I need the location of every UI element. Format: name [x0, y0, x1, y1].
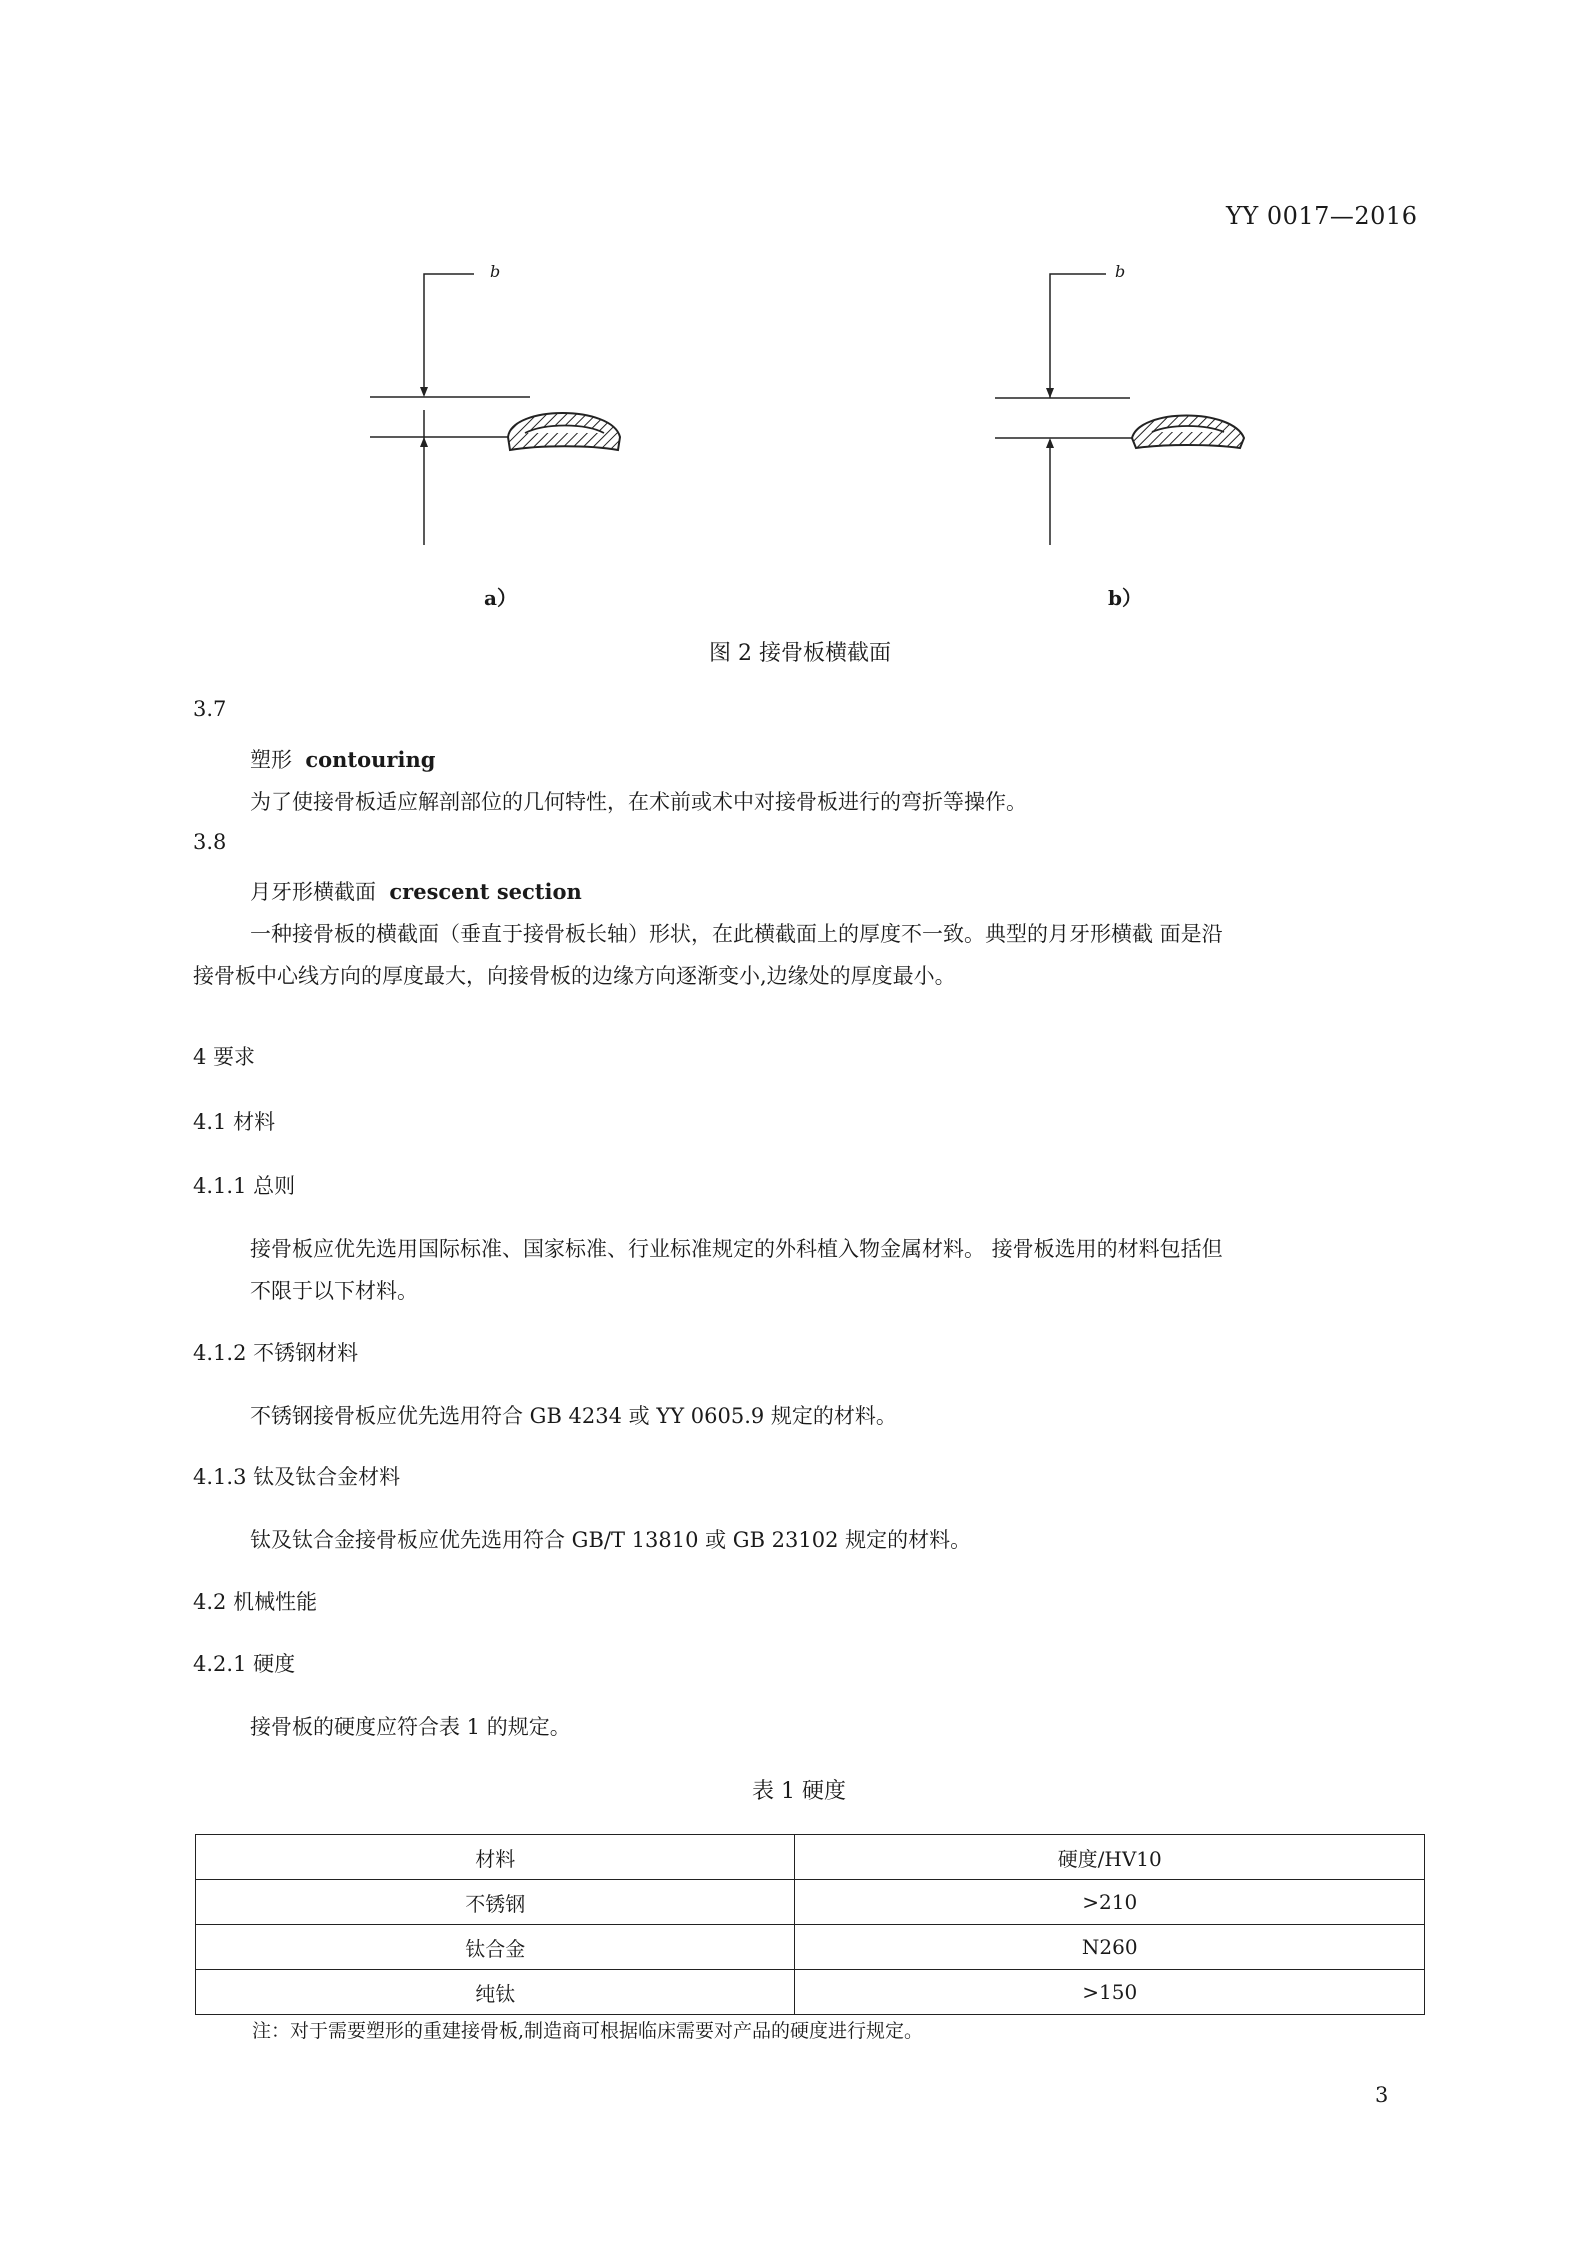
- page-number: 3: [1375, 2083, 1389, 2107]
- term-3-8: [250, 876, 582, 906]
- table-cell: 不锈钢: [196, 1880, 795, 1925]
- heading-4: 4 要求: [193, 1045, 256, 1069]
- table-header-cell: 硬度/HV10: [795, 1835, 1425, 1880]
- term-en: crescent section: [389, 879, 582, 904]
- figure-b-dimension-label: b: [1115, 262, 1126, 281]
- table-cell: 纯钛: [196, 1970, 795, 2015]
- hardness-table: [195, 1834, 1425, 2015]
- definition-3-7: 为了使接骨板适应解剖部位的几何特性，在术前或术中对接骨板进行的弯折等操作。: [250, 790, 1027, 814]
- heading-4-1: 4.1 材料: [193, 1110, 276, 1134]
- heading-4-2: 4.2 机械性能: [193, 1590, 318, 1614]
- table-row: [196, 1925, 1425, 1970]
- table-cell: 钛合金: [196, 1925, 795, 1970]
- table-cell: >150: [795, 1970, 1425, 2015]
- table-title: 表 1 硬度: [752, 1779, 846, 1804]
- definition-3-8-line1: 一种接骨板的横截面（垂直于接骨板长轴）形状，在此横截面上的厚度不一致。典型的月牙形横截 面是沿: [250, 922, 1223, 946]
- section-number-3-7: 3.7: [193, 697, 227, 721]
- term-cn: 塑形: [250, 748, 292, 772]
- heading-4-2-1: 4.2.1 硬度: [193, 1652, 296, 1676]
- table-row: [196, 1880, 1425, 1925]
- figure-b-label: b）: [1108, 586, 1142, 610]
- definition-3-8-line2: 接骨板中心线方向的厚度最大，向接骨板的边缘方向逐渐变小,边缘处的厚度最小。: [193, 964, 956, 988]
- table-cell: N260: [795, 1925, 1425, 1970]
- figure-cross-sections: [0, 0, 1586, 640]
- term-3-7: [250, 744, 435, 774]
- paragraph-4-2-1: 接骨板的硬度应符合表 1 的规定。: [250, 1715, 571, 1739]
- table-header-cell: 材料: [196, 1835, 795, 1880]
- table-cell: >210: [795, 1880, 1425, 1925]
- paragraph-4-1-1-line2: 不限于以下材料。: [250, 1279, 418, 1303]
- figure-a-dimension-label: b: [490, 262, 501, 281]
- figure-caption: 图 2 接骨板横截面: [709, 641, 891, 666]
- paragraph-4-1-1-line1: 接骨板应优先选用国际标准、国家标准、行业标准规定的外科植入物金属材料。 接骨板选用的材料包括但: [250, 1237, 1223, 1261]
- figure-b-drawing: [995, 274, 1244, 545]
- figure-a-drawing: [370, 274, 620, 545]
- term-cn: 月牙形横截面: [250, 880, 376, 904]
- heading-4-1-1: 4.1.1 总则: [193, 1174, 296, 1198]
- table-row: [196, 1970, 1425, 2015]
- table-header-row: [196, 1835, 1425, 1880]
- table-note: 注：对于需要塑形的重建接骨板,制造商可根据临床需要对产品的硬度进行规定。: [252, 2020, 924, 2042]
- paragraph-4-1-2: 不锈钢接骨板应优先选用符合 GB 4234 或 YY 0605.9 规定的材料。: [250, 1404, 897, 1428]
- figure-a-label: a）: [484, 586, 517, 610]
- heading-4-1-2: 4.1.2 不锈钢材料: [193, 1341, 359, 1365]
- term-en: contouring: [305, 747, 436, 772]
- document-code: YY 0017—2016: [1226, 202, 1418, 230]
- paragraph-4-1-3: 钛及钛合金接骨板应优先选用符合 GB/T 13810 或 GB 23102 规定的材料。: [250, 1528, 972, 1552]
- heading-4-1-3: 4.1.3 钛及钛合金材料: [193, 1465, 401, 1489]
- section-number-3-8: 3.8: [193, 830, 227, 854]
